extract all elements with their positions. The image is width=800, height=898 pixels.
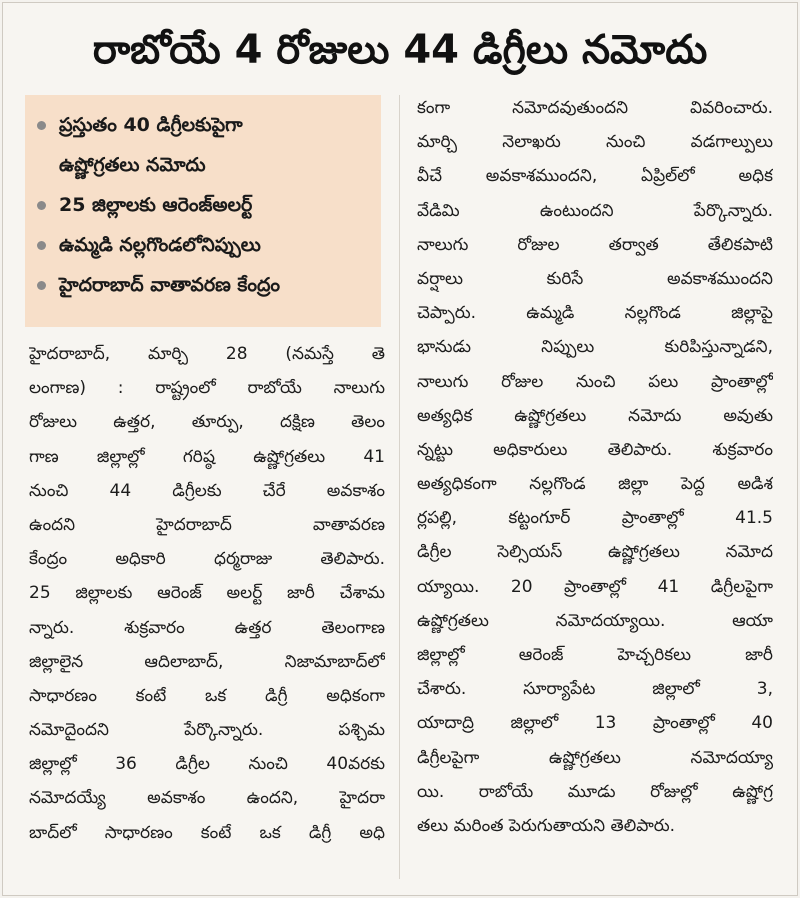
highlight-text: ప్రస్తుతం 40 డిగ్రీలకుపైగా: [59, 114, 243, 136]
text-line: రోజులు ఉత్తర, తూర్పు, దక్షిణ తెలం: [29, 412, 385, 433]
text-line: యి. రాబోయే మూడు రోజుల్లో ఉష్ణోగ్ర: [417, 781, 773, 802]
text-line: నమోదైందని పేర్కొన్నారు. పశ్చిమ: [29, 720, 385, 741]
highlights-box: [25, 95, 381, 327]
text-line: చెప్పారు. ఉమ్మడి నల్లగొండ జిల్లాపై: [417, 303, 773, 324]
text-line: వీచే అవకాశముందని, ఏప్రిల్‌లో అధిక: [417, 166, 773, 187]
text-line: మార్చి నెలాఖరు నుంచి వడగాల్పులు: [417, 132, 773, 153]
text-line: నాలుగు రోజుల నుంచి పలు ప్రాంతాల్లో: [417, 371, 773, 392]
text-line: న్నట్టు అధికారులు తెలిపారు. శుక్రవారం: [417, 439, 773, 460]
bullet-icon: [37, 281, 46, 290]
highlight-text: 25 జిల్లాలకు ఆరెంజ్‌అలర్ట్: [59, 194, 253, 216]
text-line: భానుడు నిప్పులు కురిపిస్తున్నాడని,: [417, 337, 773, 358]
column-divider: [399, 95, 400, 879]
text-line: ర్లపల్లి, కట్టంగూర్ ప్రాంతాల్లో 41.5: [417, 508, 773, 529]
text-line: కేంద్రం అధికారి ధర్మరాజు తెలిపారు.: [29, 549, 385, 570]
text-line: వర్షాలు కురిసే అవకాశముందని: [417, 268, 773, 289]
text-line: డిగ్రీలపైగా ఉష్ణోగ్రతలు నమోదయ్యా: [417, 747, 773, 768]
text-line: లంగాణ) : రాష్ట్రంలో రాబోయే నాలుగు: [29, 378, 385, 399]
highlights-list: [25, 95, 381, 305]
text-line: చేశారు. సూర్యాపేట జిల్లాలో 3,: [417, 679, 773, 700]
bullet-icon: [37, 121, 46, 130]
text-line: నాలుగు రోజుల తర్వాత తేలికపాటి: [417, 234, 773, 255]
highlight-item: [25, 265, 381, 305]
text-line: 25 జిల్లాలకు ఆరెంజ్ అలర్ట్ జారీ చేశామ: [29, 583, 385, 604]
text-line: అత్యధిక ఉష్ణోగ్రతలు నమోదు అవుతు: [417, 405, 773, 426]
text-line: కంగా నమోదవుతుందని వివరించారు.: [417, 98, 773, 118]
highlight-item: [25, 185, 381, 225]
highlight-text: హైదరాబాద్ వాతావరణ కేంద్రం: [59, 274, 281, 296]
text-line: వేడిమి ఉంటుందని పేర్కొన్నారు.: [417, 200, 773, 221]
highlight-item: [25, 145, 381, 185]
text-line: ఉష్ణోగ్రతలు నమోదయ్యాయి. ఆయా: [417, 610, 773, 631]
text-line: నుంచి 44 డిగ్రీలకు చేరే అవకాశం: [29, 480, 385, 501]
text-line: జిల్లాల్లో 36 డిగ్రీల నుంచి 40వరకు: [29, 754, 385, 775]
text-line: గాణ జిల్లాల్లో గరిష్ఠ ఉష్ణోగ్రతలు 41: [29, 446, 385, 467]
text-line: డిగ్రీల సెల్సియస్ ఉష్ణోగ్రతలు నమోద: [417, 542, 773, 563]
newspaper-clipping: [2, 2, 798, 896]
text-line: తలు మరింత పెరుగుతాయని తెలిపారు.: [417, 815, 676, 836]
article-column-right: [417, 91, 773, 843]
highlight-text: ఉమ్మడి నల్లగొండలోనిప్పులు: [59, 234, 261, 256]
text-line: యాదాద్రి జిల్లాలో 13 ప్రాంతాల్లో 40: [417, 713, 773, 734]
bullet-icon: [37, 241, 46, 250]
text-line: ఉందని హైదరాబాద్ వాతావరణ: [29, 514, 385, 535]
bullet-icon: [37, 201, 46, 210]
text-line: అత్యధికంగా నల్లగొండ జిల్లా పెద్ద అడిశ: [417, 474, 773, 495]
text-line: సాధారణం కంటే ఒక డిగ్రీ అధికంగా: [29, 685, 385, 706]
headline: రాబోయే 4 రోజులు 44 డిగ్రీలు నమోదు: [92, 27, 708, 73]
text-line: న్నారు. శుక్రవారం ఉత్తర తెలంగాణ: [29, 617, 385, 638]
text-line: నమోదయ్యే అవకాశం ఉందని, హైదరా: [29, 788, 385, 809]
text-line: బాద్‌లో సాధారణం కంటే ఒక డిగ్రీ అధి: [29, 822, 385, 843]
highlight-item: [25, 105, 381, 145]
text-line: హైదరాబాద్, మార్చి 28 (నమస్తే తె: [29, 344, 385, 364]
highlight-text: ఉష్ణోగ్రతలు నమోదు: [59, 154, 206, 176]
highlight-item: [25, 225, 381, 265]
text-line: జిల్లాలైన ఆదిలాబాద్, నిజామాబాద్‌లో: [29, 651, 385, 672]
text-line: జిల్లాల్లో ఆరెంజ్ హెచ్చరికలు జారీ: [417, 645, 773, 665]
text-line: య్యాయి. 20 ప్రాంతాల్లో 41 డిగ్రీలపైగా: [417, 576, 773, 597]
article-column-left: [29, 337, 385, 850]
